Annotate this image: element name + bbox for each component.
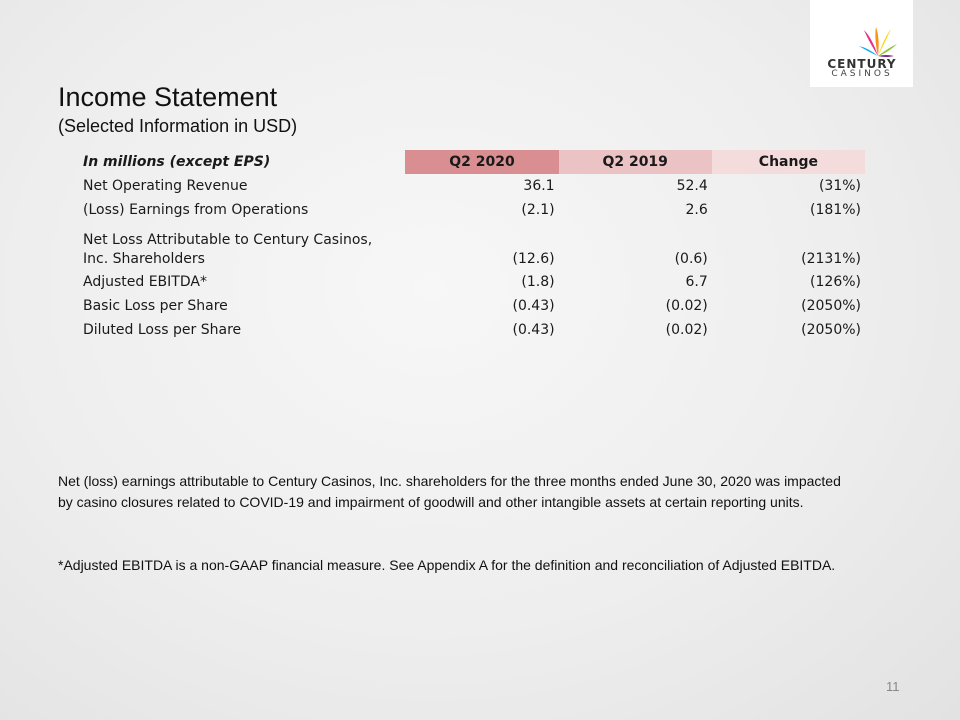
cell-q2-2019: (0.02) [665,322,708,338]
cell-change: (2131%) [801,251,861,267]
table-row [79,270,865,294]
ebitda-footnote: *Adjusted EBITDA is a non-GAAP financial measure. See Appendix A for the definition and reconciliation of Adjusted EBITDA. [58,557,836,573]
cell-q2-2019: 6.7 [685,274,708,290]
cell-q2-2020: (12.6) [512,251,555,267]
cell-q2-2020: (1.8) [521,274,555,290]
row-label: Diluted Loss per Share [83,322,242,338]
company-logo [810,0,913,87]
table-row [79,222,865,248]
row-label: Net Operating Revenue [83,178,248,194]
table-row [79,318,865,342]
starburst-icon [858,26,898,60]
table-row [79,294,865,318]
cell-q2-2020: 36.1 [523,178,555,194]
income-statement-table [79,150,865,342]
cell-q2-2020: (2.1) [521,202,555,218]
page-number: 11 [886,679,900,694]
cell-change: (2050%) [801,322,861,338]
cell-change: (31%) [818,178,861,194]
closure-impact-note: Net (loss) earnings attributable to Century Casinos, Inc. shareholders for the three months ended June 30, 2020 was impacted by casino closures related to COVID-19 and impairment of goodwill and other intangible assets at certain reporting units. [58,473,841,510]
logo-text-casinos: CASINOS [831,69,893,79]
page-subtitle: (Selected Information in USD) [58,116,298,136]
cell-q2-2019: 52.4 [676,178,708,194]
cell-q2-2019: 2.6 [685,202,708,218]
table-row [79,174,865,198]
column-header-change: Change [712,150,865,174]
column-header-q2-2020: Q2 2020 [405,150,558,174]
row-label: Net Loss Attributable to Century Casinos, [83,232,373,248]
units-note: In millions (except EPS) [83,154,271,170]
cell-change: (181%) [810,202,861,218]
cell-q2-2019: (0.02) [665,298,708,314]
row-label: (Loss) Earnings from Operations [83,202,309,218]
row-label: Adjusted EBITDA* [83,274,207,290]
row-label: Basic Loss per Share [83,298,228,314]
table-header-row [79,150,865,174]
cell-change: (2050%) [801,298,861,314]
cell-q2-2019: (0.6) [674,251,708,267]
table-row [79,198,865,222]
row-label-continued: Inc. Shareholders [83,251,205,267]
cell-change: (126%) [810,274,861,290]
logo-text-century: CENTURY [827,57,897,71]
cell-q2-2020: (0.43) [512,298,555,314]
cell-q2-2020: (0.43) [512,322,555,338]
table-row [79,248,865,270]
page-title: Income Statement [58,82,278,112]
column-header-q2-2019: Q2 2019 [559,150,712,174]
